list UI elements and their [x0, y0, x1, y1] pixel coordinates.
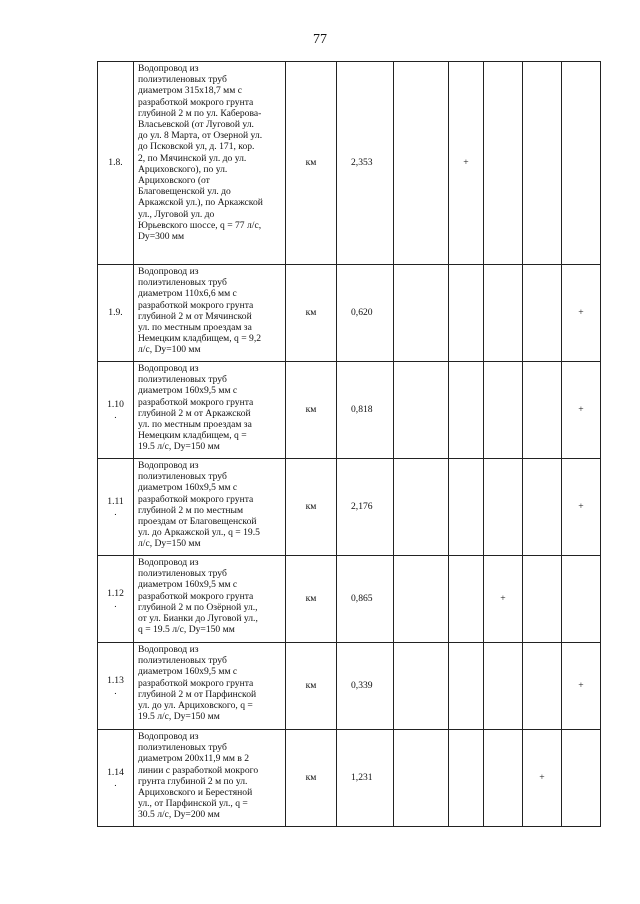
description-line: грунта глубиной 2 м по ул.: [138, 775, 248, 787]
table-row: [98, 730, 601, 827]
row-unit: км: [286, 643, 337, 730]
row-description: [134, 362, 286, 459]
description-line: диаметром 315х18,7 мм с: [138, 85, 242, 97]
period-mark-4: [523, 62, 562, 265]
description-line: линии с разработкой мокрого: [138, 764, 259, 776]
description-line: полиэтиленовых труб: [138, 568, 227, 580]
description-line: полиэтиленовых труб: [138, 374, 227, 386]
period-mark-1: [394, 730, 449, 827]
period-mark-4: [523, 459, 562, 556]
description-line: л/с, Dy=150 мм: [138, 538, 201, 550]
description-line: ул. до ул. Арциховского, q =: [138, 700, 253, 712]
row-description: [134, 459, 286, 556]
description-line: Аркажской ул.), по Аркажской: [138, 197, 263, 209]
row-number: 1.9.: [98, 265, 134, 362]
works-table: [97, 61, 601, 827]
period-mark-3: [484, 362, 523, 459]
description-line: глубиной 2 м по ул. Каберова-: [138, 107, 262, 119]
description-line: разработкой мокрого грунта: [138, 493, 254, 505]
period-mark-5: [562, 62, 601, 265]
period-mark-3: [484, 459, 523, 556]
row-number: 1.13 .: [98, 643, 134, 730]
row-number: 1.14 .: [98, 730, 134, 827]
description-line: Власьевской (от Луговой ул.: [138, 119, 254, 131]
row-unit: км: [286, 730, 337, 827]
row-length-value: 0,620: [337, 265, 394, 362]
period-mark-4: [523, 643, 562, 730]
description-line: полиэтиленовых труб: [138, 742, 227, 754]
description-line: полиэтиленовых труб: [138, 74, 227, 86]
table-row: [98, 556, 601, 643]
description-line: глубиной 2 м от Мячинской: [138, 310, 252, 322]
description-line: разработкой мокрого грунта: [138, 590, 254, 602]
period-mark-2: [449, 556, 484, 643]
row-unit: км: [286, 459, 337, 556]
description-line: л/с, Dy=100 мм: [138, 344, 201, 356]
description-line: полиэтиленовых труб: [138, 655, 227, 667]
row-length-value: 2,353: [337, 62, 394, 265]
period-mark-1: [394, 643, 449, 730]
description-line: диаметром 160х9,5 мм с: [138, 666, 238, 678]
description-line: Немецким кладбищем, q =: [138, 430, 247, 442]
row-unit: км: [286, 265, 337, 362]
table-row: [98, 643, 601, 730]
description-line: диаметром 160х9,5 мм с: [138, 579, 238, 591]
period-mark-4: [523, 362, 562, 459]
period-mark-4: +: [523, 730, 562, 827]
row-unit: км: [286, 362, 337, 459]
period-mark-1: [394, 265, 449, 362]
description-line: от ул. Бианки до Луговой ул.,: [138, 613, 258, 625]
description-line: глубиной 2 м от Парфинской: [138, 688, 257, 700]
description-line: 19.5 л/с, Dy=150 мм: [138, 711, 220, 723]
description-line: разработкой мокрого грунта: [138, 96, 254, 108]
description-line: Юрьевского шоссе, q = 77 л/с,: [138, 219, 262, 231]
description-line: ул. по местным проездам за: [138, 322, 252, 334]
page-number: 77: [313, 32, 327, 47]
description-line: глубиной 2 м по Озёрной ул.,: [138, 601, 258, 613]
description-line: глубиной 2 м от Аркажской: [138, 407, 251, 419]
description-line: Арциховского), по ул.: [138, 163, 228, 175]
period-mark-3: [484, 62, 523, 265]
period-mark-2: [449, 362, 484, 459]
row-length-value: 0,818: [337, 362, 394, 459]
row-length-value: 1,231: [337, 730, 394, 827]
description-line: полиэтиленовых труб: [138, 471, 227, 483]
period-mark-3: [484, 730, 523, 827]
description-line: Арциховского и Берестяной: [138, 787, 253, 799]
period-mark-5: +: [562, 459, 601, 556]
row-description: [134, 62, 286, 265]
description-line: ул. до Аркажской ул., q = 19.5: [138, 527, 260, 539]
description-line: диаметром 110х6,6 мм с: [138, 288, 237, 300]
description-line: 19.5 л/с, Dy=150 мм: [138, 441, 220, 453]
period-mark-4: [523, 265, 562, 362]
period-mark-2: [449, 265, 484, 362]
row-description: [134, 643, 286, 730]
period-mark-3: [484, 265, 523, 362]
period-mark-1: [394, 459, 449, 556]
description-line: до ул. 8 Марта, от Озерной ул.: [138, 130, 263, 142]
table-row: [98, 265, 601, 362]
description-line: Водопровод из: [138, 266, 199, 277]
period-mark-1: [394, 62, 449, 265]
period-mark-3: [484, 643, 523, 730]
description-line: ул. по местным проездам за: [138, 419, 252, 431]
description-line: Арциховского (от: [138, 175, 210, 187]
description-line: полиэтиленовых труб: [138, 277, 227, 289]
period-mark-5: +: [562, 643, 601, 730]
table-row: [98, 459, 601, 556]
description-line: разработкой мокрого грунта: [138, 299, 254, 311]
period-mark-2: [449, 730, 484, 827]
period-mark-4: [523, 556, 562, 643]
row-number: 1.8.: [98, 62, 134, 265]
row-number: 1.10 .: [98, 362, 134, 459]
description-line: ул., Луговой ул. до: [138, 208, 215, 220]
period-mark-5: [562, 556, 601, 643]
period-mark-2: +: [449, 62, 484, 265]
description-line: Водопровод из: [138, 557, 199, 568]
description-line: Немецким кладбищем, q = 9,2: [138, 333, 262, 345]
row-length-value: 2,176: [337, 459, 394, 556]
description-line: до Псковской ул, д. 171, кор.: [138, 141, 255, 153]
row-description: [134, 556, 286, 643]
description-line: Водопровод из: [138, 731, 199, 742]
table-row: [98, 362, 601, 459]
row-length-value: 0,865: [337, 556, 394, 643]
period-mark-2: [449, 643, 484, 730]
period-mark-2: [449, 459, 484, 556]
row-unit: км: [286, 556, 337, 643]
description-line: глубиной 2 м по местным: [138, 504, 244, 516]
description-line: q = 19.5 л/с, Dy=150 мм: [138, 624, 235, 636]
period-mark-1: [394, 362, 449, 459]
period-mark-5: [562, 730, 601, 827]
description-line: Dy=300 мм: [138, 231, 185, 243]
description-line: ул., от Парфинской ул., q =: [138, 798, 248, 810]
description-line: диаметром 160х9,5 мм с: [138, 385, 238, 397]
description-line: 2, по Мячинской ул. до ул.: [138, 152, 247, 164]
description-line: разработкой мокрого грунта: [138, 396, 254, 408]
description-line: диаметром 160х9,5 мм с: [138, 482, 238, 494]
row-length-value: 0,339: [337, 643, 394, 730]
description-line: Водопровод из: [138, 460, 199, 471]
period-mark-1: [394, 556, 449, 643]
description-line: Водопровод из: [138, 363, 199, 374]
description-line: 30.5 л/с, Dy=200 мм: [138, 809, 220, 821]
description-line: проездам от Благовещенской: [138, 516, 257, 528]
row-number: 1.12 .: [98, 556, 134, 643]
row-unit: км: [286, 62, 337, 265]
description-line: диаметром 200х11,9 мм в 2: [138, 753, 250, 765]
row-description: [134, 730, 286, 827]
table-row: [98, 62, 601, 265]
period-mark-3: +: [484, 556, 523, 643]
description-line: Водопровод из: [138, 63, 199, 74]
row-description: [134, 265, 286, 362]
description-line: Водопровод из: [138, 644, 199, 655]
period-mark-5: +: [562, 362, 601, 459]
period-mark-5: +: [562, 265, 601, 362]
row-number: 1.11 .: [98, 459, 134, 556]
description-line: разработкой мокрого грунта: [138, 677, 254, 689]
description-line: Благовещенской ул. до: [138, 186, 231, 198]
